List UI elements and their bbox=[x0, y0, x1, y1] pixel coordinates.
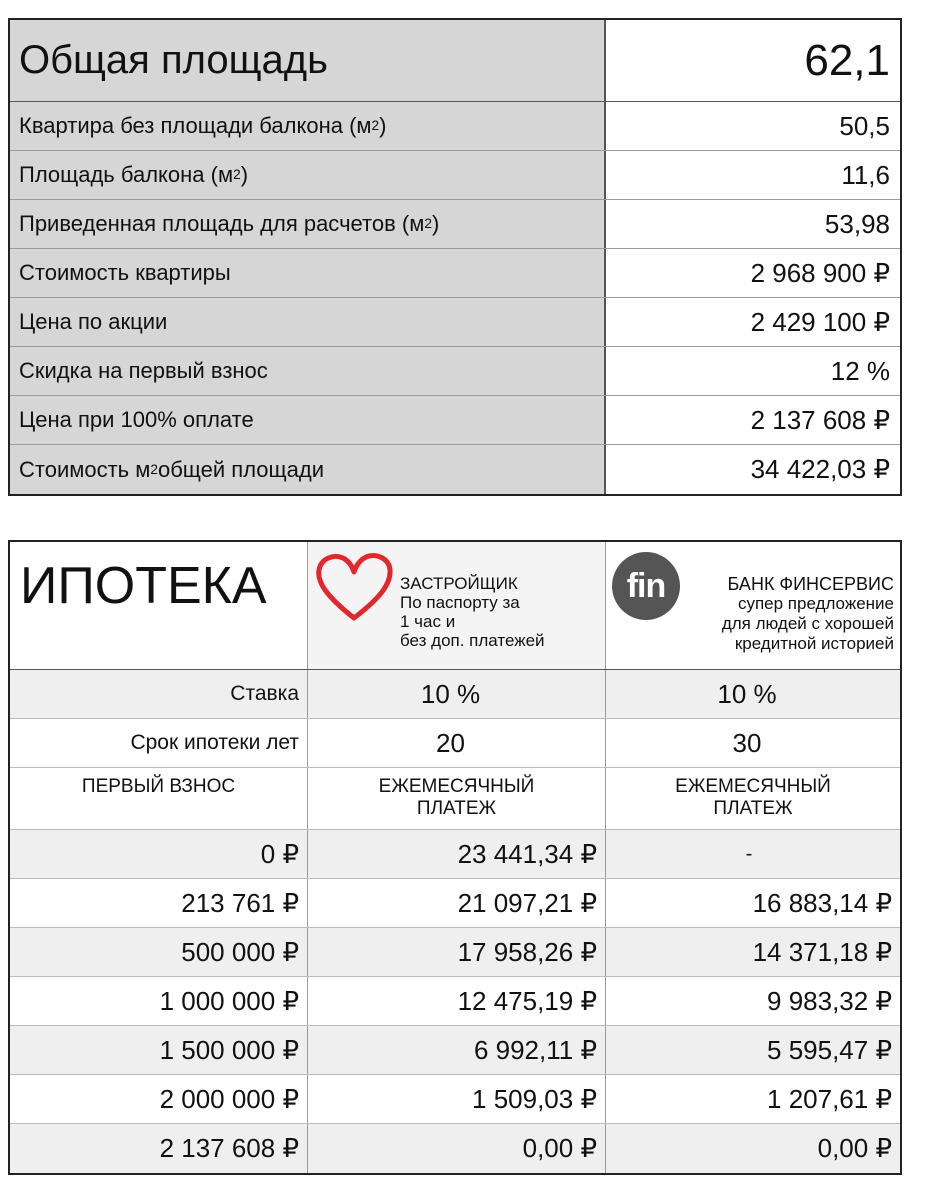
developer-payment-cell: 23 441,34 ₽ bbox=[308, 830, 606, 878]
table-row bbox=[10, 830, 900, 879]
bank-offer bbox=[606, 542, 900, 669]
rate-bank: 10 % bbox=[717, 678, 777, 709]
summary-value: 34 422,03 ₽ bbox=[606, 445, 900, 494]
summary-value: 2 137 608 ₽ bbox=[606, 396, 900, 444]
bank-name: БАНК ФИНСЕРВИС bbox=[727, 574, 894, 594]
down-payment-cell: 1 500 000 ₽ bbox=[10, 1026, 308, 1074]
table-row bbox=[10, 879, 900, 928]
summary-row bbox=[10, 298, 900, 347]
developer-payment-cell: 6 992,11 ₽ bbox=[308, 1026, 606, 1074]
bank-line: кредитной историей bbox=[734, 634, 894, 653]
developer-line: без доп. платежей bbox=[400, 631, 545, 650]
developer-text bbox=[400, 574, 545, 650]
developer-payment-cell: 0,00 ₽ bbox=[308, 1124, 606, 1173]
summary-value: 12 % bbox=[606, 347, 900, 395]
total-area-value: 62,1 bbox=[606, 20, 900, 101]
summary-row bbox=[10, 151, 900, 200]
first-payment-header: ПЕРВЫЙ ВЗНОС bbox=[10, 768, 308, 829]
down-payment-cell: 213 761 ₽ bbox=[10, 879, 308, 927]
down-payment-cell: 0 ₽ bbox=[10, 830, 308, 878]
term-developer: 20 bbox=[308, 719, 606, 767]
summary-label: Квартира без площади балкона (м 2 ) bbox=[10, 102, 606, 150]
mortgage-table bbox=[8, 540, 902, 1175]
bank-payment-cell: 16 883,14 ₽ bbox=[752, 887, 892, 918]
monthly-payment-header bbox=[606, 768, 900, 829]
bank-payment-cell: - bbox=[606, 830, 900, 878]
mortgage-title: ИПОТЕКА bbox=[10, 542, 308, 669]
table-row bbox=[10, 928, 900, 977]
summary-row bbox=[10, 200, 900, 249]
rate-label: Ставка bbox=[10, 670, 308, 718]
developer-line: По паспорту за bbox=[400, 593, 520, 612]
term-label: Срок ипотеки лет bbox=[10, 719, 308, 767]
bank-payment-cell: 5 595,47 ₽ bbox=[606, 1026, 900, 1074]
summary-label: Цена при 100% оплате bbox=[10, 396, 606, 444]
fin-logo: fin bbox=[612, 552, 680, 620]
down-payment-cell: 1 000 000 ₽ bbox=[10, 977, 308, 1025]
header-line: ЕЖЕМЕСЯЧНЫЙ bbox=[675, 776, 831, 797]
developer-payment-cell: 1 509,03 ₽ bbox=[308, 1075, 606, 1123]
table-row bbox=[10, 1075, 900, 1124]
down-payment-cell: 500 000 ₽ bbox=[10, 928, 308, 976]
total-area-label: Общая площадь bbox=[10, 20, 606, 101]
developer-line: 1 час и bbox=[400, 612, 456, 631]
summary-value: 2 968 900 ₽ bbox=[606, 249, 900, 297]
bank-text bbox=[656, 574, 894, 654]
rate-row bbox=[10, 670, 900, 719]
summary-label: Скидка на первый взнос bbox=[10, 347, 606, 395]
developer-payment-cell: 17 958,26 ₽ bbox=[308, 928, 606, 976]
header-line: ПЛАТЕЖ bbox=[416, 798, 497, 819]
rate-developer: 10 % bbox=[308, 670, 606, 718]
table-row bbox=[10, 1026, 900, 1075]
developer-payment-cell: 12 475,19 ₽ bbox=[308, 977, 606, 1025]
area-summary-table bbox=[8, 18, 902, 496]
monthly-payment-header bbox=[308, 768, 606, 829]
summary-row bbox=[10, 445, 900, 494]
bank-line: для людей с хорошей bbox=[721, 614, 894, 633]
summary-label: Приведенная площадь для расчетов (м 2 ) bbox=[10, 200, 606, 248]
bank-line: супер предложение bbox=[737, 594, 894, 613]
summary-label: Стоимость квартиры bbox=[10, 249, 606, 297]
mortgage-header-row bbox=[10, 542, 900, 670]
summary-value: 2 429 100 ₽ bbox=[606, 298, 900, 346]
table-row bbox=[10, 1124, 900, 1173]
developer-offer bbox=[308, 542, 606, 669]
header-line: ЕЖЕМЕСЯЧНЫЙ bbox=[378, 776, 535, 797]
summary-label: Цена по акции bbox=[10, 298, 606, 346]
header-line: ПЛАТЕЖ bbox=[713, 798, 793, 819]
heart-outline-icon bbox=[314, 552, 394, 624]
developer-payment-cell: 21 097,21 ₽ bbox=[308, 879, 606, 927]
total-area-row bbox=[10, 20, 900, 102]
summary-label: Стоимость м 2 общей площади bbox=[10, 445, 606, 494]
term-bank: 30 bbox=[732, 727, 762, 758]
down-payment-cell: 2 137 608 ₽ bbox=[10, 1124, 308, 1173]
down-payment-cell: 2 000 000 ₽ bbox=[10, 1075, 308, 1123]
table-row bbox=[10, 977, 900, 1026]
summary-row bbox=[10, 102, 900, 151]
term-row bbox=[10, 719, 900, 768]
summary-value: 50,5 bbox=[606, 102, 900, 150]
bank-payment-cell: 9 983,32 ₽ bbox=[767, 985, 892, 1016]
summary-value: 11,6 bbox=[606, 151, 900, 199]
summary-row bbox=[10, 347, 900, 396]
developer-name: ЗАСТРОЙЩИК bbox=[400, 574, 518, 593]
summary-value: 53,98 bbox=[606, 200, 900, 248]
column-header-row bbox=[10, 768, 900, 830]
summary-row bbox=[10, 249, 900, 298]
payment-rows bbox=[10, 830, 900, 1173]
bank-payment-cell: 14 371,18 ₽ bbox=[606, 928, 900, 976]
bank-payment-cell: 0,00 ₽ bbox=[606, 1124, 900, 1173]
summary-label: Площадь балкона (м 2 ) bbox=[10, 151, 606, 199]
bank-payment-cell: 1 207,61 ₽ bbox=[767, 1083, 892, 1114]
summary-row bbox=[10, 396, 900, 445]
